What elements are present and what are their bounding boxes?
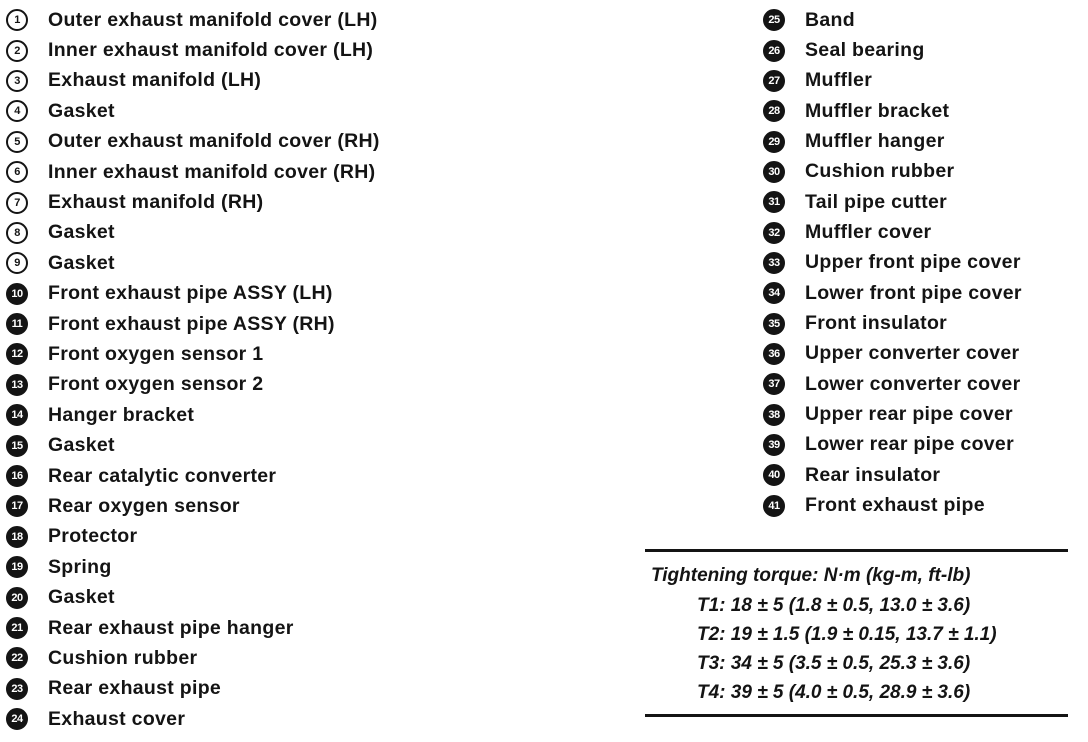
part-number-circle: 4 xyxy=(6,100,28,122)
part-number-circle: 11 xyxy=(6,313,28,335)
part-number-circle: 2 xyxy=(6,40,28,62)
part-item xyxy=(6,218,606,248)
part-item xyxy=(763,248,1083,278)
part-number-circle: 41 xyxy=(763,495,785,517)
part-number-circle: 32 xyxy=(763,222,785,244)
part-number-circle: 9 xyxy=(6,252,28,274)
part-number-circle: 24 xyxy=(6,708,28,730)
part-item xyxy=(763,5,1083,35)
part-label: Exhaust manifold (RH) xyxy=(48,191,264,214)
part-label: Protector xyxy=(48,525,138,548)
part-item xyxy=(763,157,1083,187)
part-item xyxy=(6,309,606,339)
part-label: Front oxygen sensor 2 xyxy=(48,373,264,396)
part-label: Lower front pipe cover xyxy=(805,281,1022,304)
torque-top-rule xyxy=(645,549,1068,552)
part-item xyxy=(763,491,1083,521)
part-item xyxy=(763,126,1083,156)
part-item xyxy=(763,66,1083,96)
part-label: Muffler hanger xyxy=(805,130,945,153)
part-label: Cushion rubber xyxy=(48,646,198,669)
torque-bottom-rule xyxy=(645,714,1068,717)
part-number-circle: 3 xyxy=(6,70,28,92)
part-label: Gasket xyxy=(48,221,115,244)
part-label: Rear insulator xyxy=(805,463,941,486)
tightening-torque-box xyxy=(645,549,1068,717)
part-label: Spring xyxy=(48,555,112,578)
part-item xyxy=(763,430,1083,460)
part-label: Outer exhaust manifold cover (LH) xyxy=(48,8,378,31)
part-item xyxy=(6,370,606,400)
part-item xyxy=(6,552,606,582)
part-item xyxy=(6,5,606,35)
part-number-circle: 1 xyxy=(6,9,28,31)
part-label: Hanger bracket xyxy=(48,403,195,426)
part-item xyxy=(6,400,606,430)
part-label: Band xyxy=(805,8,855,31)
part-number-circle: 13 xyxy=(6,374,28,396)
part-item xyxy=(763,460,1083,490)
part-label: Gasket xyxy=(48,251,115,274)
part-label: Inner exhaust manifold cover (RH) xyxy=(48,160,376,183)
part-item xyxy=(763,399,1083,429)
part-label: Outer exhaust manifold cover (RH) xyxy=(48,130,380,153)
part-label: Inner exhaust manifold cover (LH) xyxy=(48,39,374,62)
part-number-circle: 33 xyxy=(763,252,785,274)
part-label: Seal bearing xyxy=(805,39,925,62)
part-item xyxy=(6,491,606,521)
part-number-circle: 29 xyxy=(763,131,785,153)
part-item xyxy=(6,279,606,309)
part-item xyxy=(6,157,606,187)
torque-line-t1: T1: 18 ± 5 (1.8 ± 0.5, 13.0 ± 3.6) xyxy=(697,595,971,616)
part-label: Tail pipe cutter xyxy=(805,190,948,213)
part-number-circle: 37 xyxy=(763,373,785,395)
part-item xyxy=(6,339,606,369)
part-item xyxy=(763,278,1083,308)
part-number-circle: 16 xyxy=(6,465,28,487)
part-label: Rear exhaust pipe xyxy=(48,677,222,700)
part-number-circle: 31 xyxy=(763,191,785,213)
part-label: Gasket xyxy=(48,586,115,609)
part-label: Front exhaust pipe xyxy=(805,494,985,517)
part-label: Rear exhaust pipe hanger xyxy=(48,616,294,639)
part-label: Muffler xyxy=(805,69,873,92)
part-item xyxy=(763,308,1083,338)
part-item xyxy=(6,35,606,65)
part-number-circle: 15 xyxy=(6,435,28,457)
torque-line-t3: T3: 34 ± 5 (3.5 ± 0.5, 25.3 ± 3.6) xyxy=(697,653,971,674)
parts-list-right xyxy=(763,5,1083,521)
part-number-circle: 8 xyxy=(6,222,28,244)
part-number-circle: 40 xyxy=(763,464,785,486)
part-label: Muffler cover xyxy=(805,221,932,244)
part-item xyxy=(6,127,606,157)
torque-line-t4: T4: 39 ± 5 (4.0 ± 0.5, 28.9 ± 3.6) xyxy=(697,682,971,703)
parts-list-left xyxy=(6,5,606,734)
part-number-circle: 30 xyxy=(763,161,785,183)
torque-line-t2: T2: 19 ± 1.5 (1.9 ± 0.15, 13.7 ± 1.1) xyxy=(697,624,997,645)
part-number-circle: 7 xyxy=(6,192,28,214)
part-number-circle: 20 xyxy=(6,587,28,609)
part-label: Exhaust manifold (LH) xyxy=(48,69,262,92)
part-number-circle: 18 xyxy=(6,526,28,548)
part-number-circle: 6 xyxy=(6,161,28,183)
part-number-circle: 28 xyxy=(763,100,785,122)
part-label: Upper converter cover xyxy=(805,342,1020,365)
part-number-circle: 26 xyxy=(763,40,785,62)
part-label: Lower rear pipe cover xyxy=(805,433,1014,456)
part-number-circle: 25 xyxy=(763,9,785,31)
part-label: Muffler bracket xyxy=(805,99,950,122)
part-number-circle: 19 xyxy=(6,556,28,578)
part-item xyxy=(763,339,1083,369)
part-item xyxy=(6,704,606,734)
part-item xyxy=(6,66,606,96)
part-label: Cushion rubber xyxy=(805,160,955,183)
part-item xyxy=(6,187,606,217)
part-number-circle: 34 xyxy=(763,282,785,304)
part-item xyxy=(6,96,606,126)
part-number-circle: 35 xyxy=(763,313,785,335)
part-item xyxy=(763,96,1083,126)
part-number-circle: 38 xyxy=(763,404,785,426)
part-item xyxy=(6,522,606,552)
part-label: Front oxygen sensor 1 xyxy=(48,342,264,365)
part-label: Gasket xyxy=(48,434,115,457)
part-number-circle: 14 xyxy=(6,404,28,426)
part-number-circle: 21 xyxy=(6,617,28,639)
part-number-circle: 39 xyxy=(763,434,785,456)
part-label: Lower converter cover xyxy=(805,372,1021,395)
part-item xyxy=(763,187,1083,217)
part-number-circle: 17 xyxy=(6,495,28,517)
part-item xyxy=(763,35,1083,65)
part-item xyxy=(6,461,606,491)
part-label: Gasket xyxy=(48,99,115,122)
part-item xyxy=(763,369,1083,399)
part-number-circle: 10 xyxy=(6,283,28,305)
part-number-circle: 36 xyxy=(763,343,785,365)
part-number-circle: 23 xyxy=(6,678,28,700)
part-number-circle: 5 xyxy=(6,131,28,153)
part-label: Front insulator xyxy=(805,312,948,335)
part-item xyxy=(6,674,606,704)
part-item xyxy=(763,217,1083,247)
part-label: Exhaust cover xyxy=(48,707,186,730)
part-item xyxy=(6,643,606,673)
part-number-circle: 12 xyxy=(6,343,28,365)
part-number-circle: 27 xyxy=(763,70,785,92)
part-label: Rear catalytic converter xyxy=(48,464,277,487)
part-label: Upper rear pipe cover xyxy=(805,403,1013,426)
part-number-circle: 22 xyxy=(6,647,28,669)
part-label: Upper front pipe cover xyxy=(805,251,1021,274)
part-label: Front exhaust pipe ASSY (LH) xyxy=(48,282,333,305)
part-item xyxy=(6,582,606,612)
part-item xyxy=(6,248,606,278)
torque-title: Tightening torque: N·m (kg-m, ft-lb) xyxy=(651,565,971,586)
part-label: Front exhaust pipe ASSY (RH) xyxy=(48,312,335,335)
part-item xyxy=(6,613,606,643)
part-label: Rear oxygen sensor xyxy=(48,494,240,517)
part-item xyxy=(6,430,606,460)
